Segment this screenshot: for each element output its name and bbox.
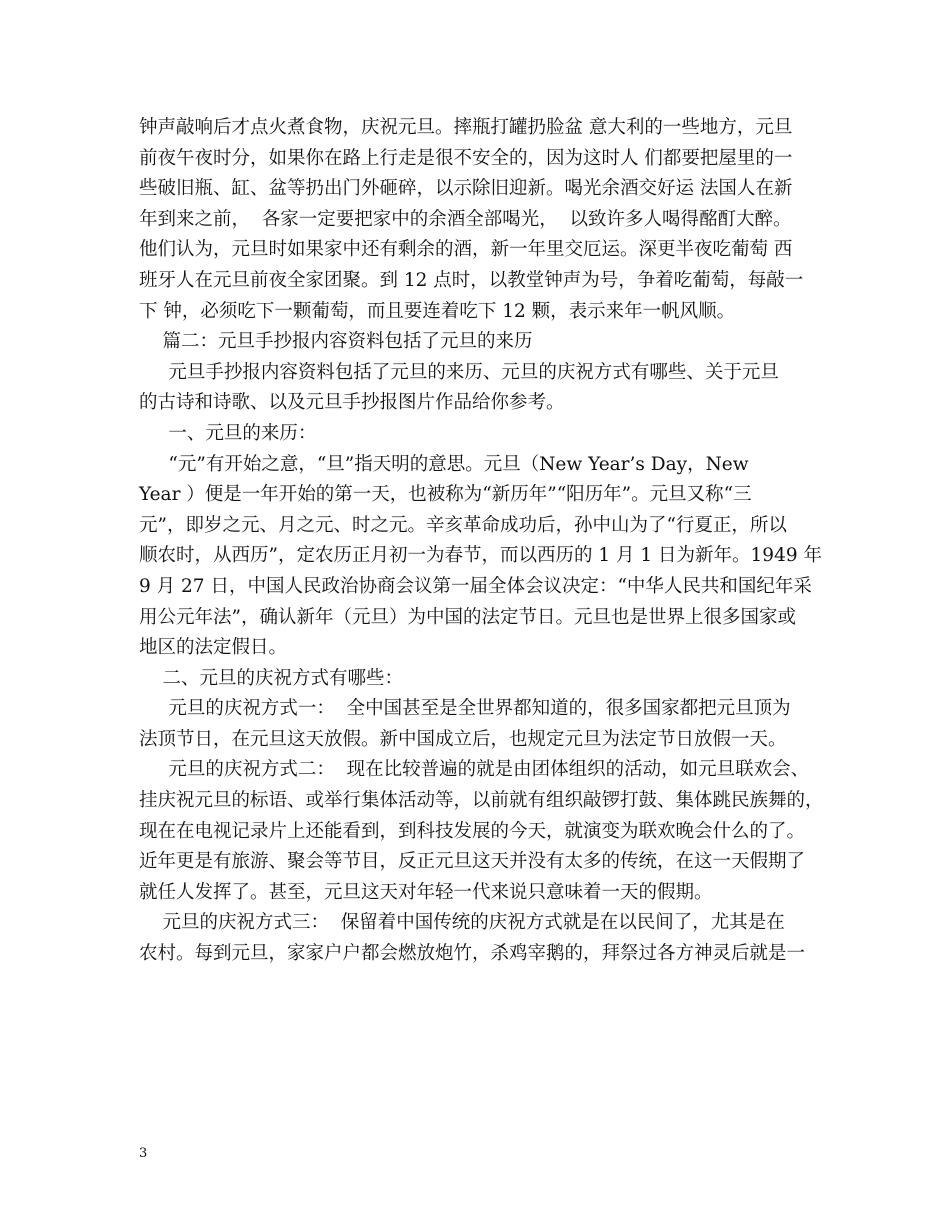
text-line: Year ）便是一年开始的第一天，也被称为“新历年”“阳历年”。元旦又称“三 (139, 484, 752, 506)
subheading: 二、元旦的庆祝方式有哪些： (139, 667, 404, 689)
document-body (139, 113, 824, 970)
text-line: 近年更是有旅游、聚会等节目，反正元旦这天并没有太多的传统，在这一天假期了 (139, 851, 806, 873)
text-line: 挂庆祝元旦的标语、或举行集体活动等，以前就有组织敲锣打鼓、集体跳民族舞的， (139, 790, 824, 812)
text-line: 些破旧瓶、缸、盆等扔出门外砸碎，以示除旧迎新。喝光余酒交好运 法国人在新 (139, 178, 793, 200)
text-line: 顺农时，从西历”，定农历正月初一为春节，而以西历的 1 月 1 日为新年。1949 年 (139, 545, 822, 567)
text-line: 元旦的庆祝方式二： 现在比较普遍的就是由团体组织的活动，如元旦联欢会、 (139, 759, 810, 781)
text-line: 下 钟，必须吃下一颗葡萄，而且要连着吃下 12 颗，表示来年一帆风顺。 (139, 300, 736, 322)
text-line: 农村。每到元旦，家家户户都会燃放炮竹，杀鸡宰鹅的，拜祭过各方神灵后就是一 (139, 943, 806, 965)
text-line: 钟声敲响后才点火煮食物，庆祝元旦。摔瓶打罐扔脸盆 意大利的一些地方，元旦 (139, 117, 793, 138)
text-line: 元”，即岁之元、月之元、时之元。辛亥革命成功后，孙中山为了“行夏正，所以 (139, 514, 787, 536)
text-line: 班牙人在元旦前夜全家团聚。到 12 点时，以教堂钟声为号，争着吃葡萄，每敲一 (139, 269, 804, 291)
text-line: 法顶节日，在元旦这天放假。新中国成立后，也规定元旦为法定节日放假一天。 (139, 728, 787, 750)
text-line: 用公元年法”，确认新年（元旦）为中国的法定节日。元旦也是世界上很多国家或 (139, 606, 796, 628)
text-line: 元旦的庆祝方式一： 全中国甚至是全世界都知道的，很多国家都把元旦顶为 (139, 698, 791, 720)
text-line: 就任人发挥了。甚至，元旦这天对年轻一代来说只意味着一天的假期。 (139, 881, 713, 903)
text-line: 年到来之前， 各家一定要把家中的余酒全部喝光， 以致许多人喝得酩酊大醉。 (139, 208, 792, 230)
text-line: 地区的法定假日。 (139, 637, 288, 659)
text-line: 前夜午夜时分，如果你在路上行走是很不安全的，因为这时人 们都要把屋里的一 (139, 147, 793, 169)
text-line: 的古诗和诗歌、以及元旦手抄报图片作品给你参考。 (139, 392, 565, 414)
section-heading: 篇二：元旦手抄报内容资料包括了元旦的来历 (139, 331, 533, 353)
subheading: 一、元旦的来历： (139, 422, 317, 444)
text-line: “元”有开始之意，“旦”指天明的意思。元旦（New Year’s Day，New (139, 453, 749, 475)
text-line: 元旦的庆祝方式三： 保留着中国传统的庆祝方式就是在以民间了，尤其是在 (139, 912, 785, 934)
text-line: 他们认为，元旦时如果家中还有剩余的酒，新一年里交厄运。深更半夜吃葡萄 西 (139, 239, 793, 261)
text-line: 现在在电视记录片上还能看到，到科技发展的今天，就演变为联欢晚会什么的了。 (139, 820, 806, 842)
page-number: 3 (139, 1146, 148, 1161)
text-line: 9 月 27 日，中国人民政治协商会议第一届全体会议决定：“中华人民共和国纪年采 (139, 575, 812, 597)
text-line: 元旦手抄报内容资料包括了元旦的来历、元旦的庆祝方式有哪些、关于元旦 (139, 361, 779, 383)
